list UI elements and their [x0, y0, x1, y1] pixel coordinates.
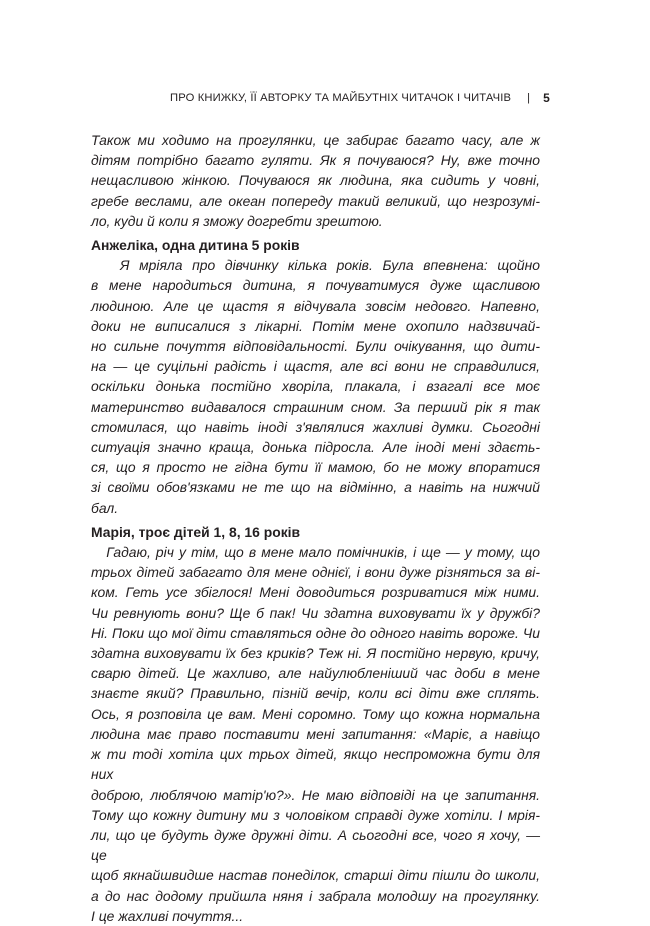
- text-line: І це жахливі почуття...: [91, 907, 244, 924]
- text-line: бал.: [91, 499, 119, 516]
- text-line: Чи ревнують вони? Ще б пак! Чи здатна виховувати їх у дружбі?: [91, 604, 540, 621]
- text-line: зі своїми обов'язками не те що на відмінно, а навіть на нижчий: [91, 479, 540, 496]
- text-line: стомилася, що навіть іноді з'являлися жахливі думки. Сьогодні: [91, 418, 540, 435]
- text-line: ли, що це будуть дуже дружні діти. А сьогодні все, чого я хочу, — це: [91, 826, 540, 864]
- text-line: ж ти тоді хотіла цих трьох дітей, якщо неспроможна бути для них: [91, 746, 540, 783]
- text-line: ситуація значно краща, донька підросла. Але іноді мені здаєть-: [91, 439, 540, 456]
- text-line: доброю, люблячою матір'ю?». Не маю відповіді на це запитання.: [91, 786, 540, 803]
- text-line: в мене народиться дитина, я почуватимуся дуже щасливою: [91, 277, 540, 294]
- text-line: Ні. Поки що мої діти ставляться одне до одного навіть вороже. Чи: [91, 624, 540, 641]
- text-line: трьох дітей забагато для мене однієї, і вони дуже різняться за ві-: [91, 564, 540, 581]
- text-line: ся, що я просто не гідна бути її мамою, бо не можу впоратися: [91, 459, 540, 476]
- text-line: дітям потрібно багато гуляти. Як я почуваюся? Ну, вже точно: [91, 152, 540, 169]
- text-line: а до нас додому прийшла няня і забрала молодшу на прогулянку.: [91, 887, 540, 904]
- text-line: Гадаю, річ у тім, що в мене мало помічників, і ще — у тому, що: [91, 544, 540, 561]
- text-line: Я мріяла про дівчинку кілька років. Була впевнена: щойно: [91, 257, 540, 274]
- text-line: людиною. Але це щастя я відчувала зовсім недовго. Напевно,: [91, 297, 540, 314]
- story-anzhelika: [91, 255, 540, 518]
- text-line: Також ми ходимо на прогулянки, це забирає багато часу, але ж: [91, 132, 540, 148]
- text-line: на — це суцільні радість і щастя, але всі вони не справдилися,: [91, 358, 540, 375]
- story-heading-mariia: Марія, троє дітей 1, 8, 16 років: [91, 523, 301, 540]
- running-header: [150, 91, 550, 105]
- story-heading-anzhelika: Анжеліка, одна дитина 5 років: [91, 237, 300, 254]
- text-line: оскільки донька постійно хворіла, плакала, і взагалі все моє: [91, 378, 540, 395]
- text-line: Тому що кожну дитину ми з чоловіком справді дуже хотіли. І мрія-: [91, 806, 540, 823]
- text-line: материнство видавалося страшним сном. За перший рік я так: [91, 398, 540, 415]
- text-line: Ось, я розповіла це вам. Мені соромно. Тому що кожна нормальна: [91, 705, 540, 722]
- text-line: ло, куди й коли я зможу догребти зрештою.: [91, 212, 383, 229]
- text-line: ком. Геть усе збіглося! Мені доводиться розриватися між ними.: [91, 584, 540, 601]
- header-separator: |: [527, 92, 531, 104]
- text-line: доки не виписалися з лікарні. Потім мене охопило надзвичай-: [91, 317, 540, 334]
- text-line: знаєте який? Правильно, пізній вечір, коли всі діти вже сплять.: [91, 685, 540, 702]
- page-number: 5: [543, 91, 550, 105]
- story-mariia: [91, 542, 540, 926]
- text-line: нещасливою жінкою. Почуваюся як людина, яка сидить у човні,: [91, 172, 540, 189]
- text-line: но сильне почуття відповідальності. Були очікування, що дити-: [91, 338, 540, 355]
- text-line: щоб якнайшвидше настав понеділок, старші діти пішли до школи,: [91, 867, 540, 884]
- text-line: людина має право поставити мені запитання: «Маріє, а навіщо: [91, 725, 540, 742]
- running-title: ПРО КНИЖКУ, ЇЇ АВТОРКУ ТА МАЙБУТНІХ ЧИТАЧОК І ЧИТАЧІВ: [170, 92, 512, 104]
- text-line: сварю дітей. Це жахливо, але найулюбленіший час доби в мене: [91, 665, 540, 682]
- intro-paragraph: [91, 130, 540, 231]
- page-body: [91, 130, 540, 926]
- text-line: гребе веслами, але океан попереду такий великий, що незрозумі-: [91, 192, 540, 209]
- text-line: здатна виховувати їх без криків? Теж ні. Я постійно нервую, кричу,: [91, 645, 540, 662]
